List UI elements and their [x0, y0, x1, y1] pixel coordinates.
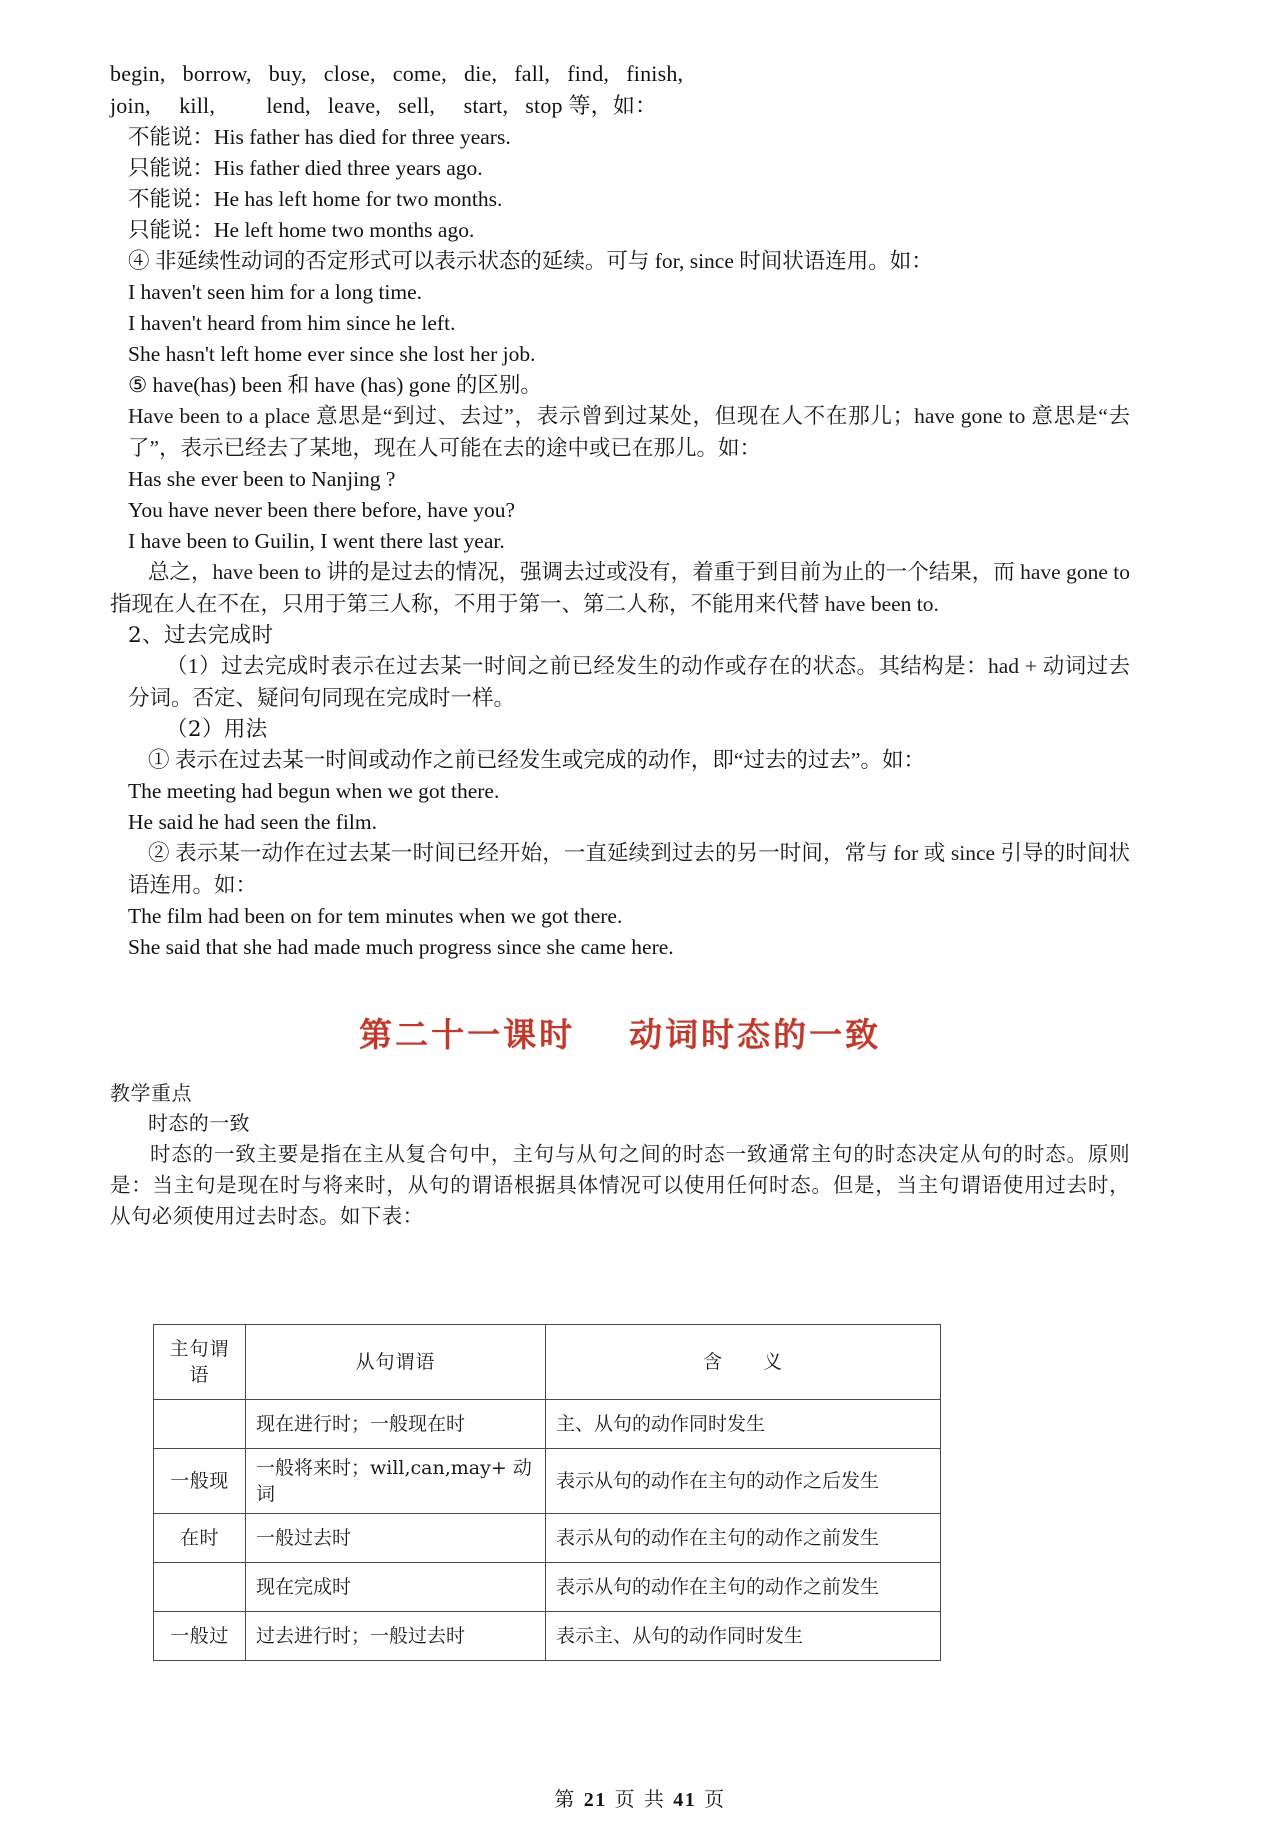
table-row	[154, 1563, 941, 1612]
example-line: I have been to Guilin, I went there last year.	[128, 529, 505, 553]
row-meaning: 主、从句的动作同时发生	[546, 1400, 941, 1449]
header-line-1: 主句谓	[169, 1338, 230, 1360]
table-header-meaning: 含 义	[546, 1325, 941, 1400]
table-header-row	[154, 1325, 941, 1400]
section-2-item-1: ① 表示在过去某一时间或动作之前已经发生或完成的动作，即“过去的过去”。如：	[148, 748, 925, 772]
example-line: I haven't heard from him since he left.	[128, 311, 456, 335]
table-head	[154, 1325, 941, 1400]
teaching-focus-label: 教学重点	[110, 1081, 192, 1105]
table-row	[154, 1449, 941, 1514]
tense-agreement-table-wrap	[110, 1324, 1130, 1661]
teaching-sub-label: 时态的一致	[148, 1111, 250, 1135]
row-meaning: 表示主、从句的动作同时发生	[546, 1612, 941, 1661]
row-clause: 一般将来时；will,can,may+ 动词	[246, 1449, 546, 1514]
example-line: She said that she had made much progress since she came here.	[128, 935, 674, 959]
verb-list-line-1: begin, borrow, buy, close, come, die, fall, find, finish,	[110, 61, 684, 86]
lesson-topic: 动词时态的一致	[629, 1015, 881, 1054]
page-footer	[0, 1783, 1280, 1812]
section-2-paragraph-1: （1）过去完成时表示在过去某一时间之前已经发生的动作或存在的状态。其结构是：had + 动词过去分词。否定、疑问句同现在完成时一样。	[128, 654, 1130, 710]
row-clause: 过去进行时；一般过去时	[246, 1612, 546, 1661]
footer-page-number: 21	[583, 1789, 607, 1811]
row-meaning: 表示从句的动作在主句的动作之前发生	[546, 1514, 941, 1563]
tense-agreement-table	[153, 1324, 941, 1661]
example-line: 只能说：He left home two months ago.	[128, 218, 475, 242]
row-meaning: 表示从句的动作在主句的动作之前发生	[546, 1563, 941, 1612]
table-row	[154, 1400, 941, 1449]
section-2-title: 2、过去完成时	[128, 623, 274, 648]
section-2-item-2: ② 表示某一动作在过去某一时间已经开始，一直延续到过去的另一时间，常与 for 或 since 引导的时间状语连用。如：	[128, 841, 1130, 897]
table-header-main-clause	[154, 1325, 246, 1400]
row-group-label	[154, 1563, 246, 1612]
table-header-sub-clause: 从句谓语	[246, 1325, 546, 1400]
row-clause: 现在进行时；一般现在时	[246, 1400, 546, 1449]
example-line: He said he had seen the film.	[128, 810, 377, 834]
footer-prefix: 第	[554, 1787, 576, 1811]
row-group-label: 在时	[154, 1514, 246, 1563]
footer-total-pages: 41	[673, 1789, 697, 1811]
footer-middle: 页 共	[614, 1787, 666, 1811]
point-five: ⑤ have(has) been 和 have (has) gone 的区别。	[128, 373, 542, 397]
example-line: I haven't seen him for a long time.	[128, 280, 423, 304]
row-group-label	[154, 1400, 246, 1449]
paragraph-summary: 总之，have been to 讲的是过去的情况，强调去过或没有，着重于到目前为止的一个结果，而 have gone to 指现在人在不在，只用于第三人称，不用于第一、第二人称，不能用来代替 have been to.	[110, 560, 1136, 616]
row-meaning: 表示从句的动作在主句的动作之后发生	[546, 1449, 941, 1514]
paragraph-have-been: Have been to a place 意思是“到过、去过”，表示曾到过某处，但现在人不在那儿；have gone to 意思是“去了”，表示已经去了某地，现在人可能在去的途中或已在那儿。如：	[128, 404, 1130, 460]
verb-list-line-2: join, kill, lend, leave, sell, start, stop 等，如：	[110, 93, 658, 118]
example-line: Has she ever been to Nanjing ?	[128, 467, 396, 491]
table-row	[154, 1514, 941, 1563]
teaching-body: 时态的一致主要是指在主从复合句中，主句与从句之间的时态一致通常主句的时态决定从句的时态。原则是：当主句是现在时与将来时，从句的谓语根据具体情况可以使用任何时态。但是，当主句谓语使用过去时，从句必须使用过去时态。如下表：	[110, 1142, 1130, 1228]
section-2-paragraph-2: （2）用法	[166, 717, 268, 742]
example-line: The film had been on for tem minutes when we got there.	[128, 904, 623, 928]
row-group-label: 一般现	[154, 1449, 246, 1514]
row-clause: 现在完成时	[246, 1563, 546, 1612]
example-line: 不能说：His father has died for three years.	[128, 125, 511, 149]
example-line: The meeting had begun when we got there.	[128, 779, 500, 803]
lesson-number: 第二十一课时	[359, 1015, 575, 1054]
row-group-label: 一般过	[154, 1612, 246, 1661]
point-four: ④ 非延续性动词的否定形式可以表示状态的延续。可与 for, since 时间状语连用。如：	[128, 249, 933, 273]
row-clause: 一般过去时	[246, 1514, 546, 1563]
example-line: You have never been there before, have you?	[128, 498, 516, 522]
example-line: 不能说：He has left home for two months.	[128, 187, 503, 211]
example-line: She hasn't left home ever since she lost her job.	[128, 342, 536, 366]
table-body	[154, 1400, 941, 1661]
header-line-2: 语	[189, 1364, 210, 1386]
table-row	[154, 1612, 941, 1661]
example-line: 只能说：His father died three years ago.	[128, 156, 483, 180]
footer-suffix: 页	[704, 1787, 726, 1811]
lesson-heading	[110, 1009, 1130, 1056]
